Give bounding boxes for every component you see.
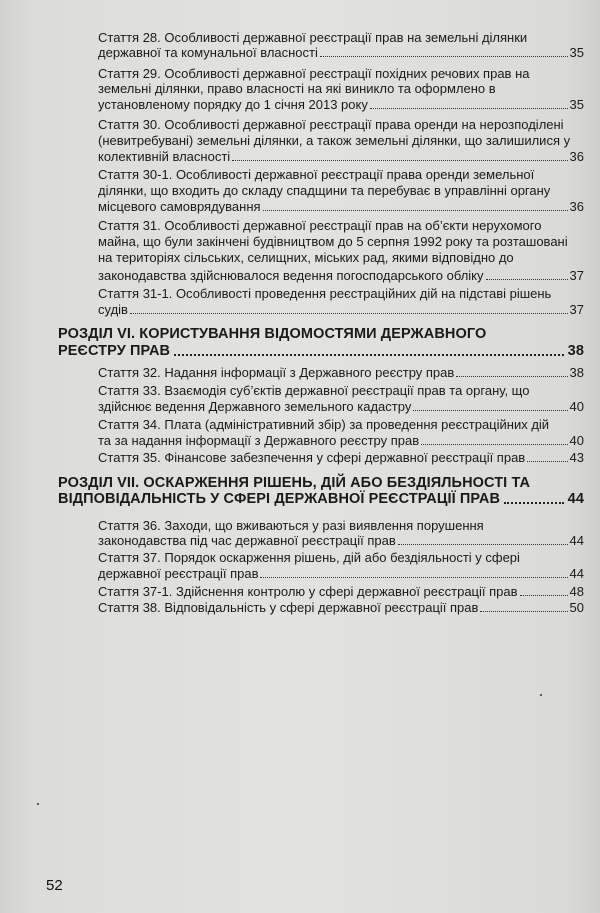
toc-page-number: 37 (569, 302, 584, 317)
toc-entry-28-line-2 (98, 46, 584, 60)
toc-page-number: 35 (569, 45, 584, 60)
leader-dots (456, 375, 567, 377)
toc-text: Стаття 34. Плата (адміністративний збір) за проведення реєстраційних дій (98, 417, 550, 432)
leader-dots (320, 55, 568, 57)
toc-text: земельні ділянки, право власності на які виникло та оформлено в (98, 81, 496, 96)
leader-dots (260, 576, 567, 578)
section-heading-text: ВІДПОВІДАЛЬНІСТЬ У СФЕРІ ДЕРЖАВНОЇ РЕЄСТРАЦІЇ ПРАВ (58, 491, 501, 507)
toc-text: та за надання інформації з Державного реєстру прав (98, 433, 420, 448)
leader-dots (527, 460, 567, 462)
toc-entry-36-line-1 (98, 519, 584, 533)
toc-text: на територіях сільських, селищних, міських рад, якими відповідно до (98, 250, 514, 265)
toc-entry-31-line-3 (98, 251, 584, 265)
section-page-number: 44 (567, 491, 584, 507)
print-speck (540, 694, 542, 696)
toc-page-number: 50 (569, 600, 584, 615)
toc-entry-34-line-2 (98, 434, 584, 448)
toc-entry-35-line-1 (98, 451, 584, 465)
leader-dots (421, 443, 567, 445)
toc-text: Стаття 29. Особливості державної реєстрації похідних речових прав на (98, 66, 530, 81)
toc-text: місцевого самоврядування (98, 199, 261, 214)
toc-entry-37-line-2 (98, 567, 584, 581)
toc-entry-33-line-2 (98, 400, 584, 414)
toc-entry-30-1-line-2 (98, 184, 584, 198)
section-6-heading-line-2 (58, 344, 584, 359)
toc-entry-29-line-2 (98, 82, 584, 96)
toc-text: Стаття 36. Заходи, що вживаються у разі виявлення порушення (98, 518, 484, 533)
toc-text: (невитребувані) земельні ділянки, а також земельні ділянки, що залишилися у (98, 133, 571, 148)
toc-text: Стаття 37. Порядок оскарження рішень, дій або бездіяльності у сфері (98, 550, 520, 565)
toc-entry-30-1-line-3 (98, 200, 584, 214)
toc-page-number: 48 (569, 584, 584, 599)
toc-text: законодавства здійснювалося ведення погосподарського обліку (98, 268, 484, 283)
toc-entry-37-line-1 (98, 551, 584, 565)
toc-page-number: 35 (569, 97, 584, 112)
toc-text: Стаття 35. Фінансове забезпечення у сфері державної реєстрації прав (98, 450, 526, 465)
toc-text: Стаття 28. Особливості державної реєстрації прав на земельні ділянки (98, 30, 528, 45)
toc-text: Стаття 32. Надання інформації з Державного реєстру прав (98, 365, 455, 380)
leader-dots (370, 107, 568, 109)
toc-entry-30-line-3 (98, 150, 584, 164)
toc-text: Стаття 37-1. Здійснення контролю у сфері державної реєстрації прав (98, 584, 518, 599)
section-7-heading-line-1 (58, 476, 584, 491)
toc-page-number: 40 (569, 433, 584, 448)
section-heading-text: РОЗДІЛ VII. ОСКАРЖЕННЯ РІШЕНЬ, ДІЙ АБО БЕЗДІЯЛЬНОСТІ ТА (58, 475, 531, 491)
toc-entry-38-line-1 (98, 601, 584, 615)
toc-entry-37-1-line-1 (98, 585, 584, 599)
leader-dots (174, 353, 564, 356)
section-heading-text: РОЗДІЛ VI. КОРИСТУВАННЯ ВІДОМОСТЯМИ ДЕРЖАВНОГО (58, 326, 487, 342)
toc-entry-29-line-1 (98, 67, 584, 81)
toc-page-number: 44 (569, 533, 584, 548)
toc-text: державної реєстрації прав (98, 566, 259, 581)
section-7-heading-line-2 (58, 492, 584, 507)
toc-text: Стаття 38. Відповідальність у сфері державної реєстрації прав (98, 600, 479, 615)
toc-entry-29-line-3 (98, 98, 584, 112)
toc-page-number: 36 (569, 199, 584, 214)
toc-text: судів (98, 302, 128, 317)
toc-text: Стаття 33. Взаємодія суб’єктів державної реєстрації прав та органу, що (98, 383, 530, 398)
toc-text: Стаття 30. Особливості державної реєстрації права оренди на нерозподілені (98, 117, 564, 132)
section-heading-text: РЕЄСТРУ ПРАВ (58, 343, 171, 359)
toc-text: здійснює ведення Державного земельного кадастру (98, 399, 412, 414)
toc-text: законодавства під час державної реєстрації прав (98, 533, 396, 548)
toc-text: Стаття 30-1. Особливості державної реєстрації права оренди земельної (98, 167, 535, 182)
print-speck (37, 803, 39, 805)
toc-entry-31-line-1 (98, 219, 584, 233)
leader-dots (130, 312, 568, 314)
leader-dots (398, 543, 568, 545)
toc-page-number: 36 (569, 149, 584, 164)
toc-entry-31-1-line-1 (98, 287, 584, 301)
toc-entry-30-line-1 (98, 118, 584, 132)
leader-dots (263, 209, 568, 211)
toc-page-number: 37 (569, 268, 584, 283)
toc-entry-31-line-2 (98, 235, 584, 249)
toc-entry-30-line-2 (98, 134, 584, 148)
leader-dots (480, 610, 567, 612)
toc-entry-31-1-line-2 (98, 303, 584, 317)
toc-entry-30-1-line-1 (98, 168, 584, 182)
toc-entry-31-line-4 (98, 269, 584, 283)
toc-page-number: 40 (569, 399, 584, 414)
section-page-number: 38 (567, 343, 584, 359)
toc-text: установленому порядку до 1 січня 2013 року (98, 97, 368, 112)
page-number: 52 (46, 877, 63, 894)
leader-dots (232, 159, 567, 161)
toc-text: державної та комунальної власності (98, 45, 318, 60)
toc-entry-28-line-1 (98, 31, 584, 45)
toc-text: Стаття 31. Особливості державної реєстрації прав на об’єкти нерухомого (98, 218, 542, 233)
leader-dots (520, 594, 568, 596)
toc-entry-34-line-1 (98, 418, 584, 432)
leader-dots (413, 409, 567, 411)
toc-page-number: 38 (569, 365, 584, 380)
toc-text: колективній власності (98, 149, 231, 164)
toc-text: майна, що були закінчені будівництвом до 5 серпня 1992 року та розташовані (98, 234, 568, 249)
toc-entry-33-line-1 (98, 384, 584, 398)
leader-dots (486, 278, 568, 280)
toc-entry-32-line-1 (98, 366, 584, 380)
toc-text: Стаття 31-1. Особливості проведення реєстраційних дій на підставі рішень (98, 286, 552, 301)
leader-dots (504, 501, 564, 504)
section-6-heading-line-1 (58, 327, 584, 342)
toc-text: ділянки, що входить до складу спадщини та перебуває в управлінні органу (98, 183, 551, 198)
toc-page-number: 44 (569, 566, 584, 581)
toc-page-number: 43 (569, 450, 584, 465)
toc-entry-36-line-2 (98, 534, 584, 548)
